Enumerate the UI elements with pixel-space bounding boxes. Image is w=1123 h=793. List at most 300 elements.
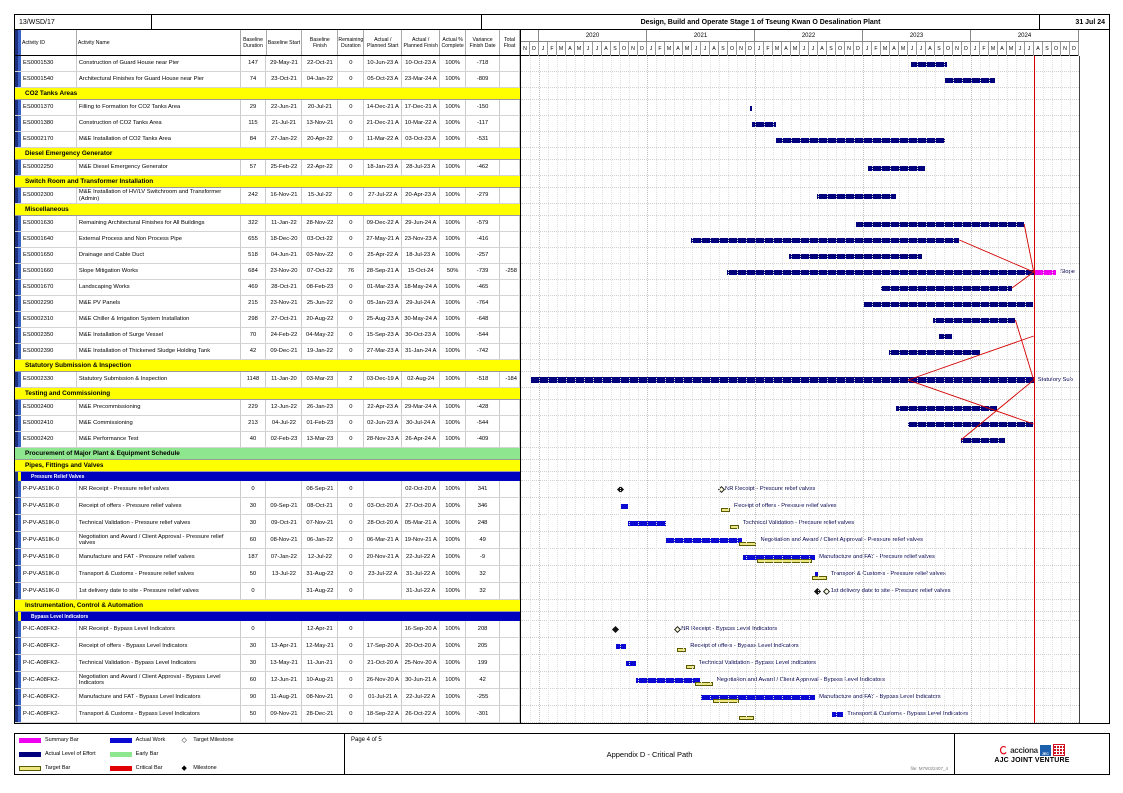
- cell-pc: 100%: [440, 232, 466, 247]
- cell-as: 11-Mar-22 A: [364, 132, 402, 147]
- cell-rd: 0: [338, 689, 364, 705]
- cell-id: P-PV-A51IK-0: [21, 549, 77, 565]
- column-header: Baseline Duration: [241, 30, 267, 55]
- cell-tf: [500, 160, 520, 175]
- cell-vf: -518: [466, 372, 500, 387]
- month-gridline: [1007, 56, 1008, 723]
- month-gridline: [881, 56, 882, 723]
- table-row: [15, 498, 520, 515]
- cell-vf: -462: [466, 160, 500, 175]
- cell-bs: 13-May-21: [266, 655, 302, 671]
- report-date: 31 Jul 24: [1039, 15, 1109, 29]
- cell-bd: 30: [241, 515, 267, 531]
- month-gridline: [629, 56, 630, 723]
- timescale-month-cell: J: [917, 42, 926, 56]
- cell-pc: 100%: [440, 328, 466, 343]
- timescale-month-cell: O: [1052, 42, 1061, 56]
- cell-bd: 30: [241, 498, 267, 514]
- cell-tf: [500, 515, 520, 531]
- cell-bf: 26-Jan-23: [302, 400, 338, 415]
- cell-af: 18-May-24 A: [402, 280, 440, 295]
- cell-vf: -255: [466, 689, 500, 705]
- gantt-bar-label: Transport & Customs - Bypass Level Indicators: [847, 711, 969, 717]
- cell-bd: 50: [241, 706, 267, 722]
- cell-rd: 0: [338, 583, 364, 599]
- cell-tf: [500, 655, 520, 671]
- month-gridline: [926, 56, 927, 723]
- cell-bs: 04-Jul-22: [266, 416, 302, 431]
- month-gridline: [1025, 56, 1026, 723]
- cell-bs: 08-Nov-21: [266, 532, 302, 548]
- cell-nm: Filling to Formation for CO2 Tanks Area: [77, 100, 241, 115]
- cell-as: 21-Oct-20 A: [364, 655, 402, 671]
- section-band-row: [15, 388, 520, 400]
- cell-af: 29-Jul-24 A: [402, 296, 440, 311]
- cell-as: 21-Dec-21 A: [364, 116, 402, 131]
- cell-af: 23-Nov-23 A: [402, 232, 440, 247]
- column-header: Remaining Duration: [338, 30, 364, 55]
- cell-bs: 28-Oct-21: [266, 280, 302, 295]
- cell-rd: 0: [338, 56, 364, 71]
- appendix-title: Appendix D - Critical Path: [606, 750, 693, 759]
- cell-bs: 12-Jun-22: [266, 400, 302, 415]
- cell-rd: 0: [338, 100, 364, 115]
- footer-middle-box: [345, 734, 954, 774]
- cell-bf: 12-Jul-22: [302, 549, 338, 565]
- legend-label: Actual Work: [135, 737, 166, 743]
- section-band-label: Pipes, Fittings and Valves: [21, 460, 520, 471]
- gantt-bar-target: [739, 542, 756, 546]
- cell-bf: 20-Aug-22: [302, 312, 338, 327]
- cell-bs: 02-Feb-23: [266, 432, 302, 447]
- joint-venture-name: AJC JOINT VENTURE: [994, 757, 1070, 764]
- cell-af: 20-Oct-20 A: [402, 638, 440, 654]
- timescale-month-cell: J: [701, 42, 710, 56]
- table-row: [15, 312, 520, 328]
- page-content: [14, 14, 1110, 775]
- timescale-month-cell: N: [845, 42, 854, 56]
- cell-vf: -579: [466, 216, 500, 231]
- timescale-years: [521, 30, 1079, 42]
- cell-nm: Technical Validation - Pressure relief valves: [77, 515, 241, 531]
- cell-as: 01-Mar-23 A: [364, 280, 402, 295]
- cell-vf: -718: [466, 56, 500, 71]
- gantt-bar-actual: [896, 406, 997, 411]
- cell-as: 18-Jan-23 A: [364, 160, 402, 175]
- cell-id: ES0002170: [21, 132, 77, 147]
- cell-pc: 100%: [440, 248, 466, 263]
- cell-rd: 0: [338, 248, 364, 263]
- cell-bf: 31-Aug-22: [302, 566, 338, 582]
- section-band-row: [15, 176, 520, 188]
- cell-bd: 684: [241, 264, 267, 279]
- timescale-month-cell: A: [890, 42, 899, 56]
- joint-venture-logo: [954, 734, 1109, 774]
- cell-tf: [500, 706, 520, 722]
- cell-rd: 0: [338, 296, 364, 311]
- cell-af: 29-Mar-24 A: [402, 400, 440, 415]
- cell-rd: 0: [338, 188, 364, 203]
- legend-box: [15, 734, 345, 774]
- gantt-bar-target: [713, 699, 739, 703]
- gantt-bar-label: NR Receipt - Bypass Level Indicators: [681, 626, 778, 632]
- cell-rd: 0: [338, 566, 364, 582]
- cell-nm: M&E Performance Test: [77, 432, 241, 447]
- cell-nm: Transport & Customs - Pressure relief valves: [77, 566, 241, 582]
- cell-pc: 100%: [440, 498, 466, 514]
- timescale-month-cell: M: [557, 42, 566, 56]
- cell-rd: 0: [338, 116, 364, 131]
- cell-nm: Construction of CO2 Tanks Area: [77, 116, 241, 131]
- cell-pc: 100%: [440, 72, 466, 87]
- cell-as: 03-Dec-19 A: [364, 372, 402, 387]
- month-gridline: [575, 56, 576, 723]
- cell-vf: 42: [466, 672, 500, 688]
- column-header: Activity Name: [77, 30, 241, 55]
- legend-item: [19, 765, 96, 771]
- cell-id: ES0002250: [21, 160, 77, 175]
- cell-id: P-IC-A08FK2-: [21, 706, 77, 722]
- cell-bs: 12-Jun-21: [266, 672, 302, 688]
- cell-bf: 28-Dec-21: [302, 706, 338, 722]
- cell-pc: 100%: [440, 296, 466, 311]
- timescale-month-cell: D: [854, 42, 863, 56]
- timescale-month-cell: D: [962, 42, 971, 56]
- cell-bd: 70: [241, 328, 267, 343]
- cell-bs: 11-Jan-22: [266, 216, 302, 231]
- table-row: [15, 116, 520, 132]
- cell-nm: Receipt of offers - Pressure relief valves: [77, 498, 241, 514]
- gantt-bar-actual: [817, 194, 896, 199]
- legend-item: [110, 751, 166, 757]
- cell-nm: External Process and Non Process Pipe: [77, 232, 241, 247]
- table-row: [15, 296, 520, 312]
- cell-rd: 0: [338, 344, 364, 359]
- cell-bf: 04-Jan-22: [302, 72, 338, 87]
- cell-bf: 19-Jan-22: [302, 344, 338, 359]
- cell-rd: 0: [338, 672, 364, 688]
- cell-vf: -531: [466, 132, 500, 147]
- cell-rd: 0: [338, 216, 364, 231]
- timescale-month-cell: O: [728, 42, 737, 56]
- sub-band-row: [15, 472, 520, 481]
- timescale-month-cell: D: [746, 42, 755, 56]
- cell-as: 17-Sep-20 A: [364, 638, 402, 654]
- timescale-month-cell: J: [584, 42, 593, 56]
- cell-nm: Transport & Customs - Bypass Level Indicators: [77, 706, 241, 722]
- cell-nm: M&E PV Panels: [77, 296, 241, 311]
- table-row: [15, 280, 520, 296]
- cell-pc: 100%: [440, 706, 466, 722]
- legend-swatch: [19, 738, 41, 743]
- cell-bs: 23-Oct-21: [266, 72, 302, 87]
- cell-pc: 100%: [440, 549, 466, 565]
- cell-nm: Landscaping Works: [77, 280, 241, 295]
- timescale-month-cell: A: [998, 42, 1007, 56]
- cell-vf: 248: [466, 515, 500, 531]
- gantt-bar-label: Transport & Customs - Pressure relief valves: [830, 571, 946, 577]
- cell-af: 25-Nov-20 A: [402, 655, 440, 671]
- cell-as: 28-Nov-23 A: [364, 432, 402, 447]
- cell-vf: -764: [466, 296, 500, 311]
- table-row: [15, 672, 520, 689]
- legend-label: Critical Bar: [135, 765, 163, 771]
- month-gridline: [791, 56, 792, 723]
- month-gridline: [593, 56, 594, 723]
- cell-bf: 22-Apr-22: [302, 160, 338, 175]
- cell-bs: 29-May-21: [266, 56, 302, 71]
- cell-af: 19-Nov-21 A: [402, 532, 440, 548]
- cell-bd: 518: [241, 248, 267, 263]
- cell-id: P-PV-A51IK-0: [21, 532, 77, 548]
- cell-bf: 13-Nov-21: [302, 116, 338, 131]
- legend-item: [19, 737, 96, 743]
- table-row: [15, 328, 520, 344]
- cell-id: ES0001530: [21, 56, 77, 71]
- cell-vf: -544: [466, 416, 500, 431]
- cell-rd: 0: [338, 638, 364, 654]
- gantt-chart-pane: [521, 30, 1111, 723]
- timescale-month-cell: O: [836, 42, 845, 56]
- month-gridline: [692, 56, 693, 723]
- timescale-months: [521, 42, 1079, 56]
- cell-pc: 100%: [440, 216, 466, 231]
- gantt-bar-label: Technical Validation - Pressure relief valves: [742, 520, 855, 526]
- cell-nm: Remaining Architectural Finishes for All Buildings: [77, 216, 241, 231]
- cell-rd: 0: [338, 432, 364, 447]
- cell-af: 15-Oct-24: [402, 264, 440, 279]
- timescale-year-cell: 2023: [863, 30, 971, 42]
- cell-pc: 100%: [440, 312, 466, 327]
- gantt-bar-actual-work: [626, 661, 636, 666]
- cell-pc: 100%: [440, 515, 466, 531]
- cell-vf: 32: [466, 566, 500, 582]
- timescale-month-cell: A: [926, 42, 935, 56]
- cell-bf: 07-Nov-21: [302, 515, 338, 531]
- table-row: [15, 532, 520, 549]
- cell-id: ES0002350: [21, 328, 77, 343]
- timescale-month-cell: M: [881, 42, 890, 56]
- cell-af: 29-Jun-24 A: [402, 216, 440, 231]
- cell-tf: [500, 344, 520, 359]
- cell-nm: Manufacture and FAT - Bypass Level Indicators: [77, 689, 241, 705]
- timescale-month-cell: N: [521, 42, 530, 56]
- cell-id: ES0002420: [21, 432, 77, 447]
- timescale-month-cell: M: [1007, 42, 1016, 56]
- cell-rd: 76: [338, 264, 364, 279]
- cell-bf: 20-Jul-21: [302, 100, 338, 115]
- timescale-month-cell: J: [1025, 42, 1034, 56]
- legend-label: Target Bar: [45, 765, 71, 771]
- cell-bf: 13-Mar-23: [302, 432, 338, 447]
- cell-bs: 23-Nov-21: [266, 296, 302, 311]
- month-gridline: [710, 56, 711, 723]
- month-gridline: [701, 56, 702, 723]
- timescale-month-cell: F: [656, 42, 665, 56]
- month-gridline: [611, 56, 612, 723]
- cell-tf: -184: [500, 372, 520, 387]
- cell-rd: 0: [338, 655, 364, 671]
- month-gridline: [944, 56, 945, 723]
- cell-vf: -739: [466, 264, 500, 279]
- gantt-bar-label: Receipt of offers - Pressure relief valves: [734, 503, 837, 509]
- cell-rd: 0: [338, 416, 364, 431]
- timescale-month-cell: F: [980, 42, 989, 56]
- cell-tf: [500, 280, 520, 295]
- gantt-bar-target: [812, 576, 826, 580]
- gantt-bar-label: Negotiation and Award / Client Approval - Bypass Level Indicators: [716, 677, 886, 683]
- cell-id: P-IC-A08FK2-: [21, 621, 77, 637]
- cell-as: 26-Nov-20 A: [364, 672, 402, 688]
- timescale-month-cell: M: [989, 42, 998, 56]
- cell-id: P-PV-A51IK-0: [21, 481, 77, 497]
- cell-rd: 0: [338, 72, 364, 87]
- table-row: [15, 515, 520, 532]
- table-row: [15, 638, 520, 655]
- cell-bf: 10-Aug-21: [302, 672, 338, 688]
- cell-vf: -9: [466, 549, 500, 565]
- legend-label: Target Milestone: [193, 737, 234, 743]
- gantt-bar-label: 1st delivery date to site - Pressure relief valves: [830, 588, 951, 594]
- cell-nm: Construction of Guard House near Pier: [77, 56, 241, 71]
- cell-bs: 09-Sep-21: [266, 498, 302, 514]
- cell-bf: 08-Sep-21: [302, 481, 338, 497]
- cell-nm: Manufacture and FAT - Pressure relief valves: [77, 549, 241, 565]
- cell-bs: 07-Jan-22: [266, 549, 302, 565]
- top-header-band: [14, 14, 1110, 30]
- cell-nm: 1st delivery date to site - Pressure relief valves: [77, 583, 241, 599]
- cell-tf: [500, 498, 520, 514]
- cell-tf: [500, 532, 520, 548]
- gantt-bar-actual: [750, 106, 752, 111]
- column-header: Actual % Complete: [440, 30, 466, 55]
- cell-af: 31-Jan-24 A: [402, 344, 440, 359]
- timescale-month-cell: J: [692, 42, 701, 56]
- section-band-label: CO2 Tanks Areas: [21, 88, 520, 99]
- cell-bf: 07-Oct-22: [302, 264, 338, 279]
- header-blank-box: [151, 15, 481, 29]
- gantt-bar-label: Statutory Sub: [1037, 376, 1073, 383]
- month-gridline: [854, 56, 855, 723]
- cell-nm: Receipt of offers - Bypass Level Indicators: [77, 638, 241, 654]
- column-header: Variance Finish Date: [466, 30, 500, 55]
- month-gridline: [980, 56, 981, 723]
- cell-as: [364, 621, 402, 637]
- timescale-year-cell: [521, 30, 539, 42]
- gantt-bar-actual: [911, 62, 947, 67]
- cell-bd: 242: [241, 188, 267, 203]
- cell-bs: 25-Feb-22: [266, 160, 302, 175]
- timescale: [521, 30, 1079, 56]
- cell-as: 22-Apr-23 A: [364, 400, 402, 415]
- cell-as: 28-Sep-21 A: [364, 264, 402, 279]
- timescale-month-cell: N: [1061, 42, 1070, 56]
- data-date-line: [1034, 56, 1035, 723]
- activity-table: [15, 30, 521, 723]
- month-gridline: [746, 56, 747, 723]
- cell-bf: 28-Nov-22: [302, 216, 338, 231]
- gantt-bar-actual-work: [666, 538, 742, 543]
- cell-tf: [500, 689, 520, 705]
- cell-pc: 100%: [440, 416, 466, 431]
- gantt-bar-label: NR Receipt - Pressure relief valves: [725, 486, 816, 492]
- cell-vf: -301: [466, 706, 500, 722]
- gantt-bar-actual: [933, 318, 1015, 323]
- cell-pc: 100%: [440, 583, 466, 599]
- month-gridline: [683, 56, 684, 723]
- cell-id: P-PV-A51IK-0: [21, 498, 77, 514]
- month-gridline: [539, 56, 540, 723]
- cell-as: 27-Jul-22 A: [364, 188, 402, 203]
- cell-vf: 199: [466, 655, 500, 671]
- cell-pc: 100%: [440, 400, 466, 415]
- table-row: [15, 706, 520, 723]
- cell-bs: [266, 621, 302, 637]
- month-gridline: [971, 56, 972, 723]
- gantt-bar-actual: [776, 138, 945, 143]
- cell-nm: Technical Validation - Bypass Level Indicators: [77, 655, 241, 671]
- month-gridline: [656, 56, 657, 723]
- timescale-month-cell: N: [953, 42, 962, 56]
- page-number: Page 4 of 5: [351, 737, 382, 743]
- cell-bd: 50: [241, 566, 267, 582]
- cell-pc: 100%: [440, 188, 466, 203]
- cell-rd: 0: [338, 621, 364, 637]
- cell-bs: 13-Apr-21: [266, 638, 302, 654]
- month-gridline: [674, 56, 675, 723]
- column-header: Baseline Finish: [302, 30, 338, 55]
- cell-bf: 22-Oct-21: [302, 56, 338, 71]
- cell-af: 10-Mar-22 A: [402, 116, 440, 131]
- cell-id: P-IC-A08FK2-: [21, 672, 77, 688]
- table-row: [15, 232, 520, 248]
- cell-pc: 100%: [440, 56, 466, 71]
- timescale-month-cell: S: [935, 42, 944, 56]
- table-row: [15, 432, 520, 448]
- timescale-month-cell: M: [773, 42, 782, 56]
- gantt-bar-actual-work: [636, 678, 700, 683]
- cell-bs: 18-Dec-20: [266, 232, 302, 247]
- cell-vf: 208: [466, 621, 500, 637]
- section-band-label: Switch Room and Transformer Installation: [21, 176, 520, 187]
- cell-pc: 100%: [440, 132, 466, 147]
- sub-band-row: [15, 612, 520, 621]
- cell-tf: [500, 400, 520, 415]
- timescale-year-cell: 2021: [647, 30, 755, 42]
- cell-tf: [500, 621, 520, 637]
- cell-bs: 27-Oct-21: [266, 312, 302, 327]
- cell-af: 16-Sep-20 A: [402, 621, 440, 637]
- timescale-month-cell: S: [611, 42, 620, 56]
- cell-id: P-PV-A51IK-0: [21, 583, 77, 599]
- table-row: [15, 264, 520, 280]
- cell-af: 02-Oct-20 A: [402, 481, 440, 497]
- cell-bd: 42: [241, 344, 267, 359]
- cell-tf: [500, 116, 520, 131]
- cell-as: 05-Oct-23 A: [364, 72, 402, 87]
- cell-vf: -416: [466, 232, 500, 247]
- table-row: [15, 566, 520, 583]
- cell-bf: 20-Apr-22: [302, 132, 338, 147]
- month-gridline: [863, 56, 864, 723]
- month-gridline: [872, 56, 873, 723]
- month-gridline: [566, 56, 567, 723]
- timescale-month-cell: A: [566, 42, 575, 56]
- cell-pc: 100%: [440, 566, 466, 582]
- table-row: [15, 400, 520, 416]
- timescale-month-cell: F: [548, 42, 557, 56]
- cell-pc: 100%: [440, 160, 466, 175]
